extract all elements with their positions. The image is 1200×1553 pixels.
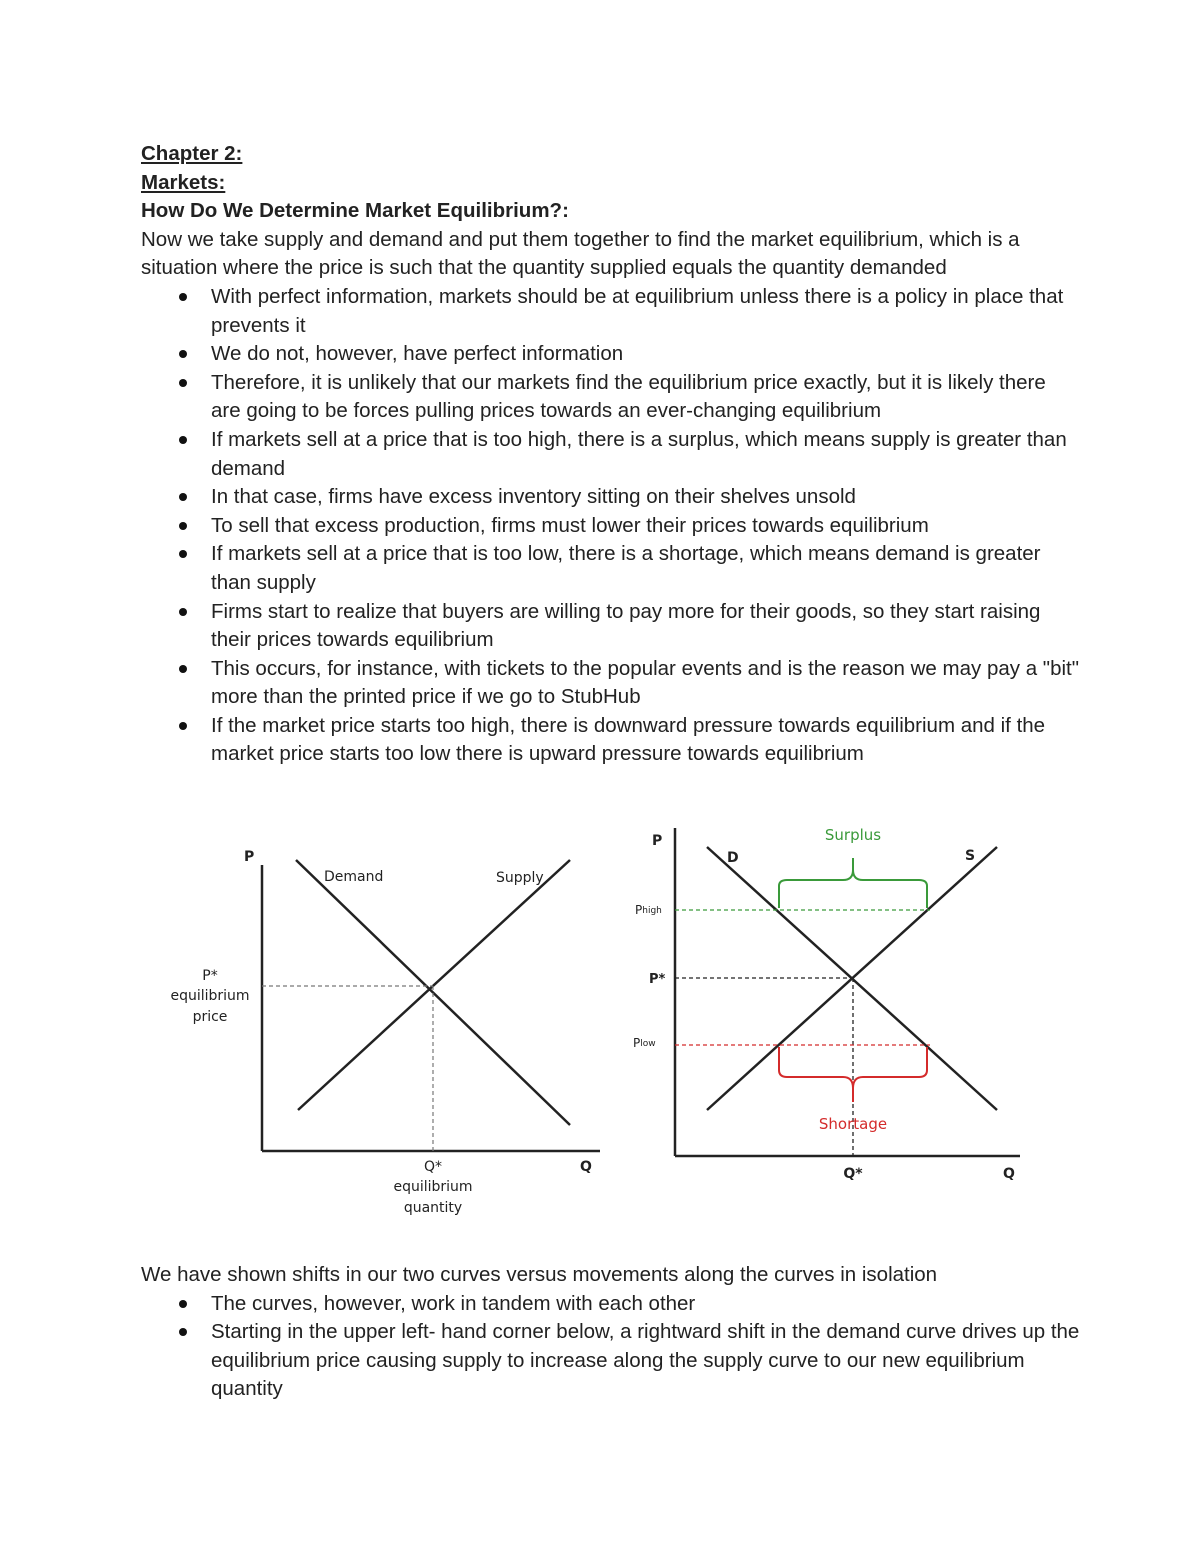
list-item: If markets sell at a price that is too low, there is a shortage, which means demand is greater than supply [141,540,1081,597]
p-star-desc-1: equilibrium [170,988,250,1004]
q-star-desc-2: quantity [403,1200,463,1216]
supply-label: S [965,848,976,864]
p-star-desc-2: price [192,1009,228,1025]
list-item: Starting in the upper left- hand corner below, a rightward shift in the demand curve drives up the equilibrium price causing supply to increase along the supply curve to our new equilibrium quantity [141,1318,1081,1404]
q-star-desc-1: equilibrium [393,1179,473,1195]
p-high-label: Phigh [635,903,662,917]
surplus-shortage-diagram [625,820,1025,1190]
main-text-block [141,140,1081,769]
question-heading: How Do We Determine Market Equilibrium?: [141,199,569,223]
list-item: Therefore, it is unlikely that our markets find the equilibrium price exactly, but it is likely there are going to be forces pulling prices towards an ever-changing equilibrium [141,369,1081,426]
bullet-list [141,283,1081,769]
list-item: This occurs, for instance, with tickets to the popular events and is the reason we may pay a "bit" more than the printed price if we go to StubHub [141,655,1081,712]
list-item: If the market price starts too high, there is downward pressure towards equilibrium and if the market price starts too low there is upward pressure towards equilibrium [141,712,1081,769]
list-item: Firms start to realize that buyers are willing to pay more for their goods, so they start raising their prices towards equilibrium [141,598,1081,655]
y-axis-label: P [244,849,255,865]
list-item: We do not, however, have perfect information [141,340,1081,369]
list-item: If markets sell at a price that is too high, there is a surplus, which means supply is greater than demand [141,426,1081,483]
q-star-label: Q* [843,1166,863,1182]
outro-text-block [141,1261,1081,1404]
p-star-label: P* [649,972,666,987]
q-star-label: Q* [423,1159,443,1175]
chapter-heading: Chapter 2: [141,142,243,165]
list-item: The curves, however, work in tandem with each other [141,1290,1081,1319]
x-axis-label: Q [580,1159,592,1175]
supply-curve [298,860,570,1110]
y-axis-label: P [652,833,663,849]
outro-bullet-list [141,1290,1081,1404]
demand-label: D [727,850,739,866]
list-item: In that case, firms have excess inventory sitting on their shelves unsold [141,483,1081,512]
supply-label: Supply [496,870,544,886]
p-low-label: Plow [633,1036,656,1050]
surplus-label: Surplus [824,826,882,844]
p-star-label: P* [202,968,218,984]
outro-paragraph: We have shown shifts in our two curves versus movements along the curves in isolation [141,1263,938,1286]
shortage-label: Shortage [818,1115,888,1133]
x-axis-label: Q [1003,1166,1015,1182]
equilibrium-diagram [160,835,610,1225]
list-item: To sell that excess production, firms must lower their prices towards equilibrium [141,512,1081,541]
intro-paragraph: Now we take supply and demand and put them together to find the market equilibrium, which is a situation where the price is such that the quantity supplied equals the quantity demanded [141,227,1020,280]
list-item: With perfect information, markets should be at equilibrium unless there is a policy in place that prevents it [141,283,1081,340]
section-heading: Markets: [141,170,226,194]
demand-label: Demand [324,869,384,885]
surplus-brace [779,858,927,908]
